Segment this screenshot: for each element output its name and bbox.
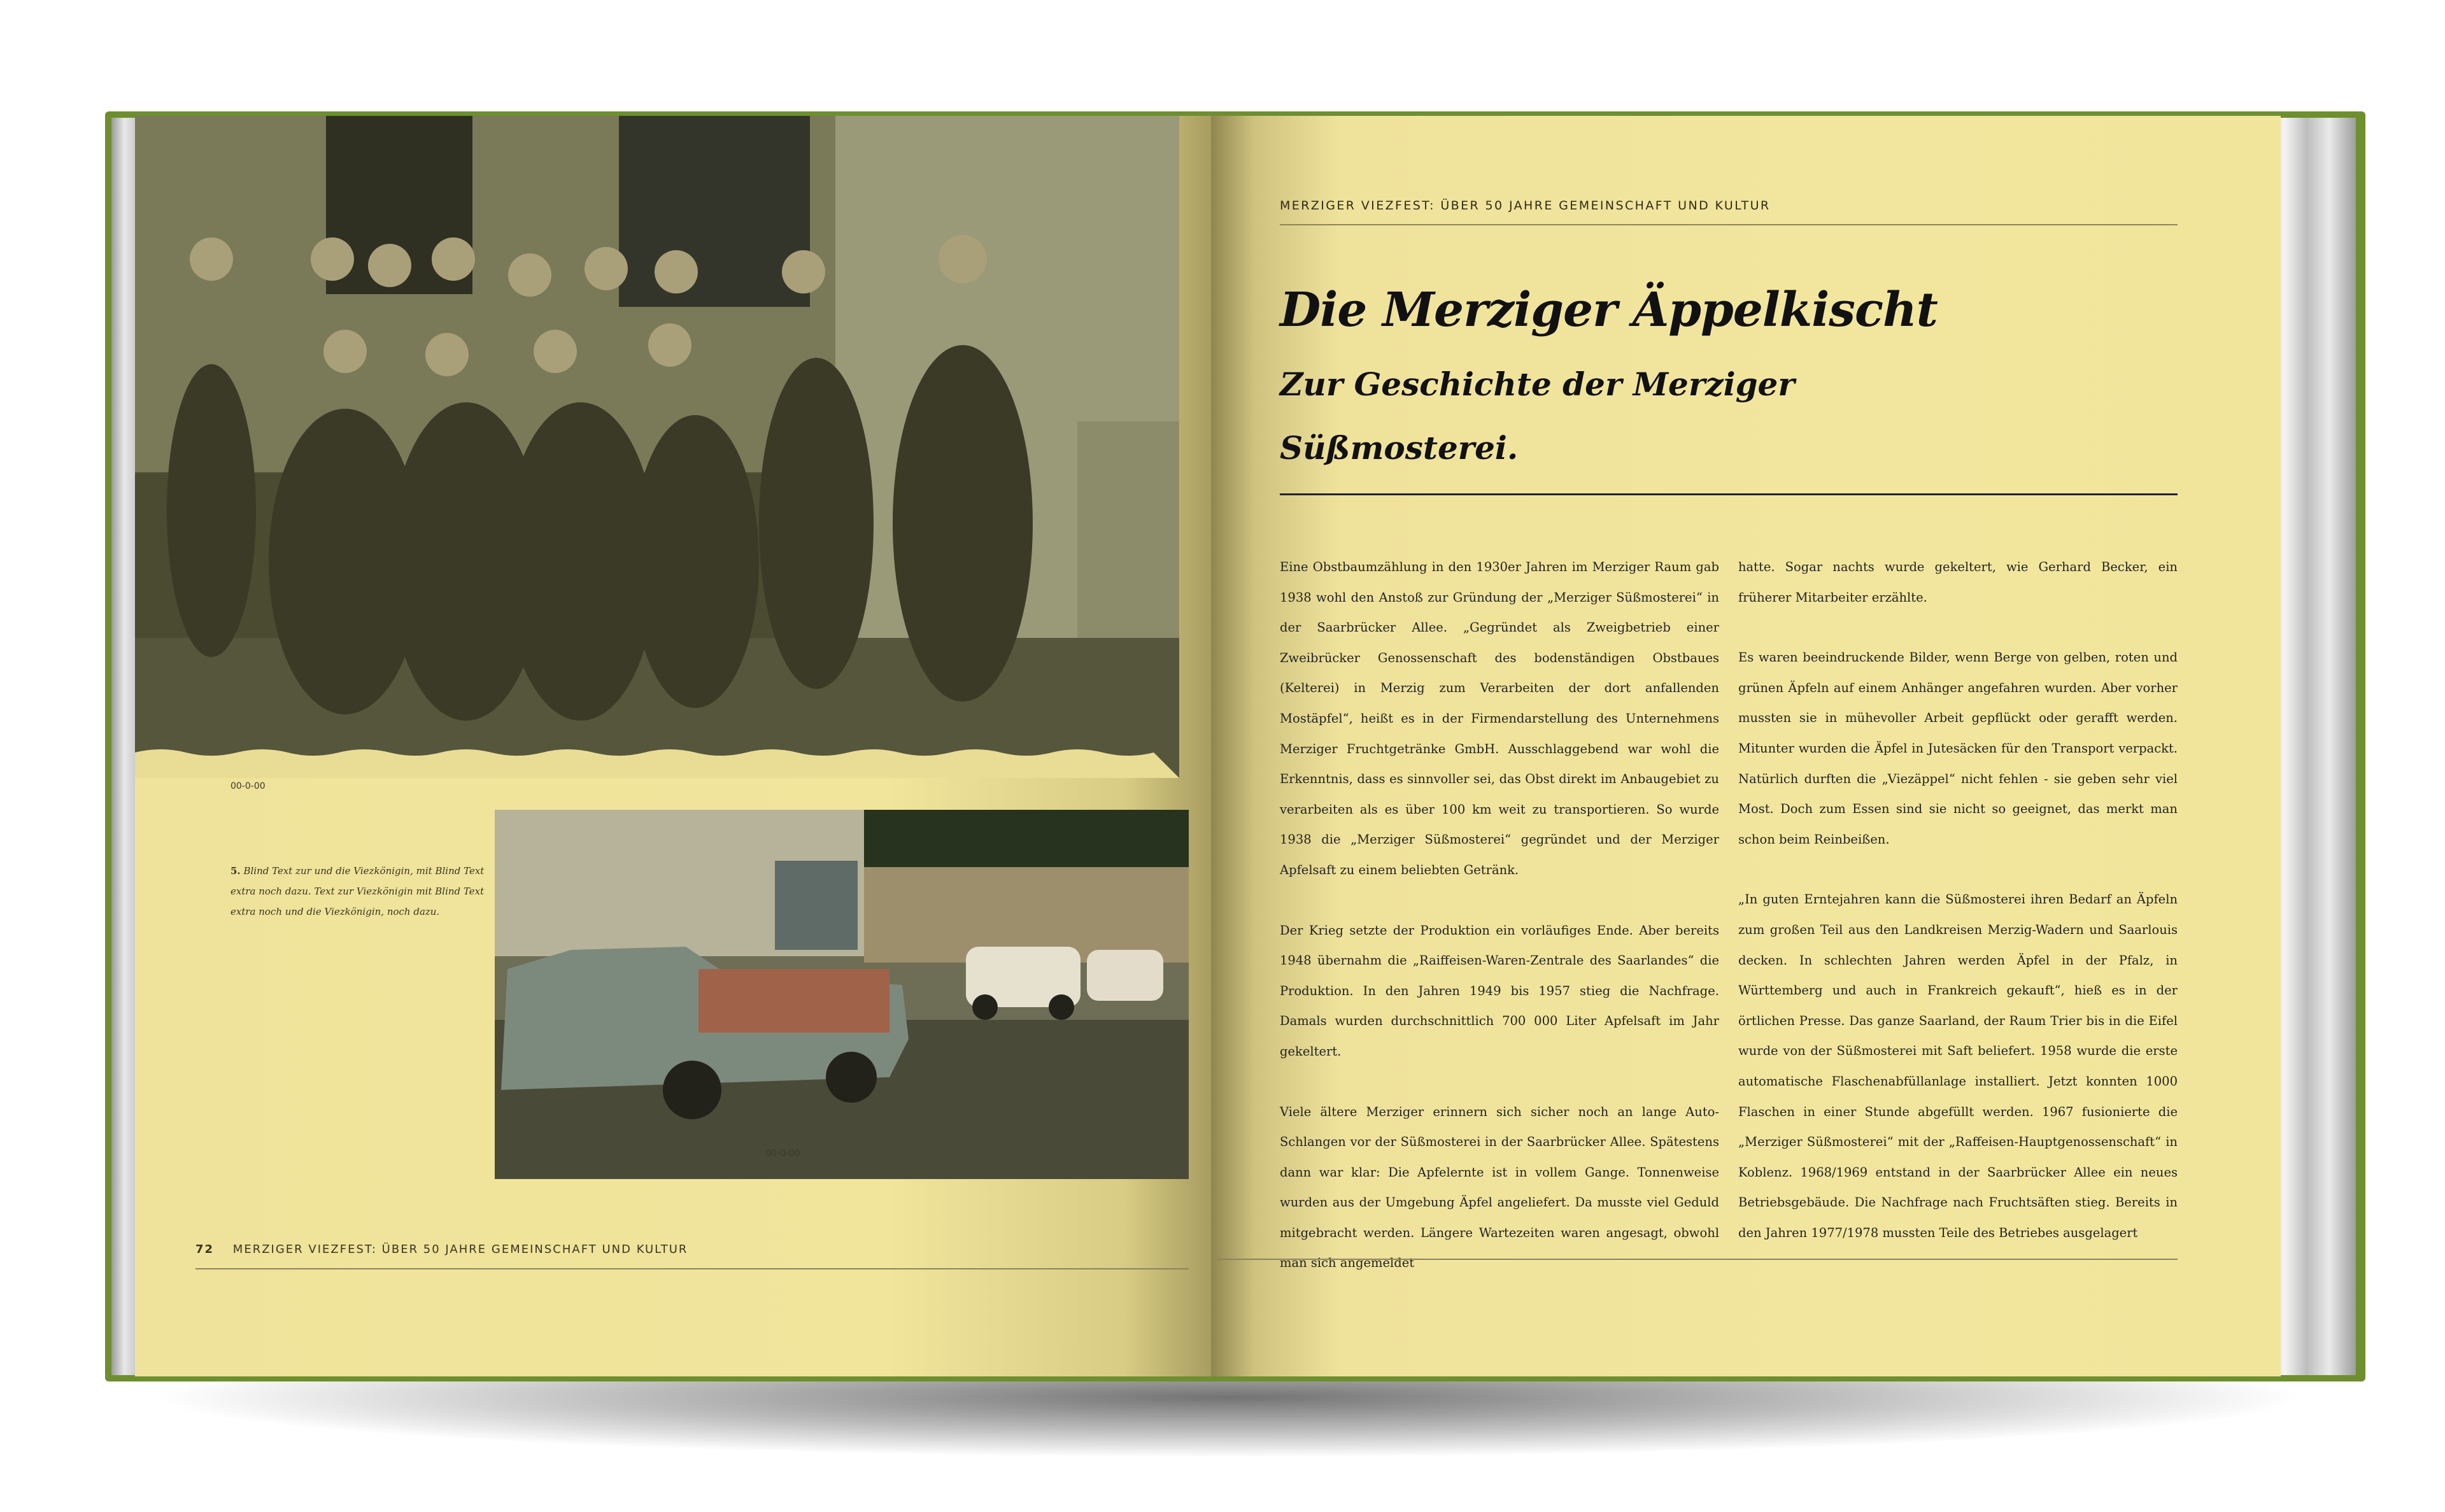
text-column-1 [1280, 552, 1719, 1308]
car-photo-illustration [495, 810, 1189, 1179]
right-page [1211, 116, 2281, 1376]
group-photo-illustration [135, 116, 1179, 778]
left-page-footer [195, 1243, 1189, 1269]
page-edges-left [111, 118, 137, 1375]
left-page [135, 116, 1211, 1376]
article-subtitle: Zur Geschichte der Merziger Süßmosterei. [1280, 365, 1795, 467]
photo1-code: 00-0-00 [230, 781, 266, 791]
left-footer-title: MERZIGER VIEZFEST: ÜBER 50 JAHRE GEMEINSCHAFT UND KULTUR [232, 1243, 688, 1256]
paragraph: Es waren beeindruckende Bilder, wenn Berge von gelben, roten und grünen Äpfeln auf einem Anhänger angefahren wurden. Aber vorher mussten sie in mühevoller Arbeit gepflückt oder gerafft werden. Mitunter wurden die Äpfel in Jutesäcken für den Transport verpackt. Natürlich durften die „Viezäppel“ nicht fehlen - sie geben sehr viel Most. Doch zum Essen sind sie nicht so geeignet, das merkt man schon beim Reinbeißen. [1738, 650, 2178, 847]
caption-text: Blind Text zur und die Viezkönigin, mit Blind Text extra noch dazu. Text zur Viezkönigin mit Blind Text extra noch und die Viezkönigin, noch dazu. [230, 865, 485, 917]
title-rule [1280, 493, 2178, 495]
running-header: MERZIGER VIEZFEST: ÜBER 50 JAHRE GEMEINSCHAFT UND KULTUR [1280, 199, 2178, 225]
paragraph: Eine Obstbaumzählung in den 1930er Jahren im Merziger Raum gab 1938 wohl den Anstoß zur Gründung der „Merziger Süßmosterei“ in der Saarbrücker Allee. „Gegründet als Zweigbetrieb einer Zweibrücker Genossenschaft des bodenständigen Obstbaues (Kelterei) in Merzig zum Verarbeiten der dort anfallenden Mostäpfel“, heißt es in der Firmendarstellung des Unternehmens Merziger Fruchtgetränke GmbH. Ausschlaggebend war wohl die Erkenntnis, dass es sinnvoller sei, das Obst direkt im Anbaugebiet zu verarbeiten als es über 100 km weit zu transportieren. So wurde 1938 die „Merziger Süßmosterei“ gegründet und der Merziger Apfelsaft zu einem beliebten Getränk. [1280, 560, 1719, 877]
caption-number: 5. [230, 865, 241, 877]
photo-caption [230, 861, 485, 922]
text-column-2 [1738, 552, 2178, 1278]
page-number: 72 [195, 1243, 215, 1256]
paragraph: „In guten Erntejahren kann die Süßmosterei ihren Bedarf an Äpfeln zum großen Teil aus den Landkreisen Merzig-Wadern und Saarlouis decken. In schlechten Jahren werden Äpfel in der Pfalz, in Württemberg und auch in Frankreich gekauft“, hieß es in der örtlichen Presse. Das ganze Saarland, der Raum Trier bis in die Eifel wurde von der Süßmosterei mit Saft beliefert. 1958 wurde die erste automatische Flaschenabfüllanlage installiert. Jetzt konnten 1000 Flaschen in einer Stunde abgefüllt werden. 1967 fusionierte die „Merziger Süßmosterei“ mit der „Raffeisen-Hauptgenossenschaft“ in Koblenz. 1968/1969 entstand in der Saarbrücker Allee ein neues Betriebsgebäude. Die Nachfrage nach Fruchtsäften stieg. Bereits in den Jahren 1977/1978 mussten Teile des Betriebes ausgelagert [1738, 892, 2178, 1240]
paragraph: hatte. Sogar nachts wurde gekeltert, wie Gerhard Becker, ein früherer Mitarbeiter erzählte. [1738, 560, 2178, 605]
photo2-code: 00-0-00 [765, 1148, 800, 1159]
staff-group-photo [135, 116, 1179, 778]
paragraph: Viele ältere Merziger erinnern sich sicher noch an lange Auto-Schlangen vor der Süßmosterei in der Saarbrücker Allee. Spätestens dann war klar: Die Apfelernte ist in vollem Gange. Tonnenweise wurden aus der Umgebung Äpfel angeliefert. Da musste viel Geduld mitgebracht werden. Längere Wartezeiten waren angesagt, obwohl man sich angemeldet [1280, 1104, 1719, 1271]
article-title: Die Merziger Äppelkischt [1280, 283, 1938, 337]
paragraph: Der Krieg setzte der Produktion ein vorläufiges Ende. Aber bereits 1948 übernahm die „Raiffeisen-Waren-Zentrale des Saarlandes“ die Produktion. In den Jahren 1949 bis 1957 stieg die Nachfrage. Damals wurden durchschnittlich 700 000 Liter Apfelsaft im Jahr gekeltert. [1280, 922, 1719, 1059]
right-page-footer-rule [1217, 1259, 2178, 1260]
car-queue-photo [495, 810, 1189, 1179]
